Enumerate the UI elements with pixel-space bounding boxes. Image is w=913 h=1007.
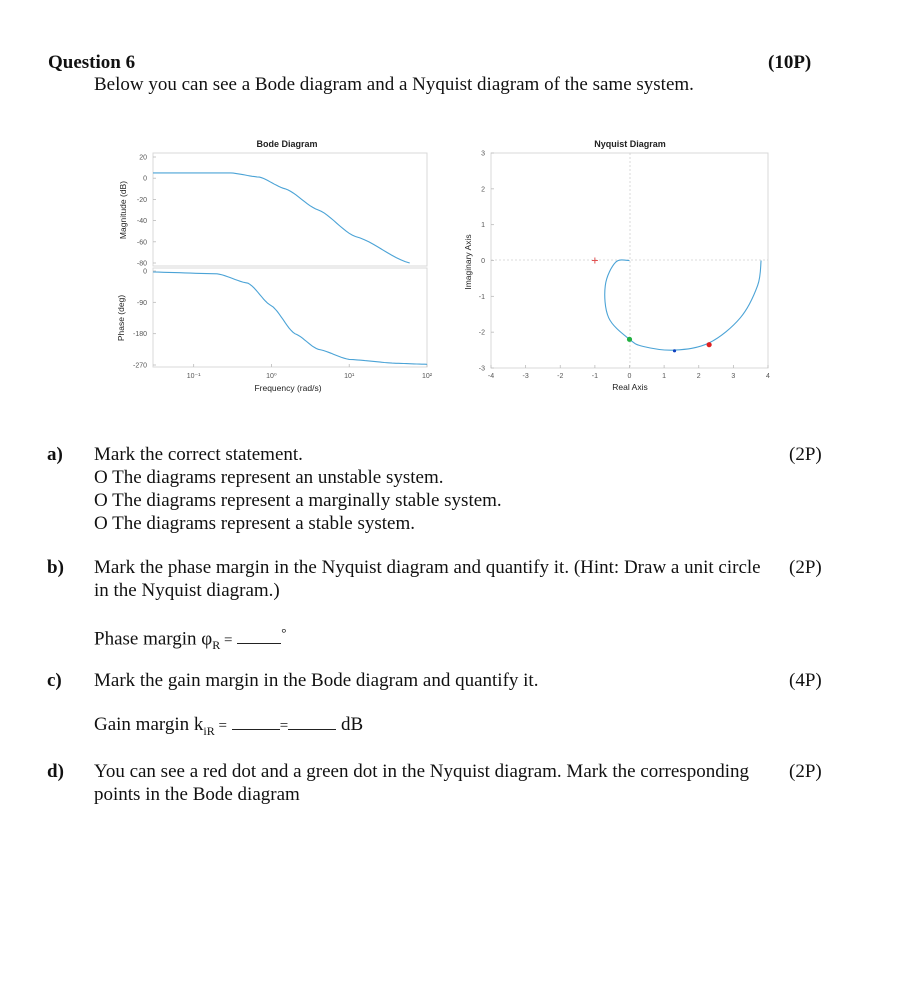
gain-margin-blank-linear[interactable] [232, 729, 280, 730]
part-a-prompt: Mark the correct statement. [94, 444, 303, 465]
nyquist-x-tick-label: 0 [627, 373, 632, 380]
gain-margin-answer [94, 714, 363, 739]
option-stable[interactable]: O The diagrams represent a stable system. [94, 513, 415, 534]
nyquist-x-tick-label: -3 [522, 373, 529, 380]
bode-phase-ylabel: Phase (deg) [116, 294, 126, 342]
nyquist-y-tick-label: 3 [481, 150, 485, 158]
part-a-letter: a) [47, 444, 63, 465]
bode-magnitude-line [153, 173, 410, 263]
question-title: Question 6 [48, 52, 136, 73]
gain-margin-sub: iR [203, 723, 215, 738]
part-d-line2: points in the Bode diagram [94, 784, 300, 805]
nyquist-xlabel: Real Axis [612, 382, 648, 392]
nyquist-x-tick-label: 3 [731, 373, 736, 380]
option-unstable[interactable]: O The diagrams represent an unstable system. [94, 467, 444, 488]
part-b-line2: in the Nyquist diagram.) [94, 580, 280, 601]
bode-diagram [116, 139, 433, 393]
bode-x-tick-label: 10⁰ [266, 373, 277, 380]
part-c-prompt: Mark the gain margin in the Bode diagram and quantify it. [94, 670, 539, 691]
part-a-points: (2P) [789, 444, 822, 465]
bode-phase-tick-label: -270 [132, 362, 147, 370]
phase-margin-sub: R [212, 638, 221, 653]
part-d-points: (2P) [789, 761, 822, 782]
bode-phase-tick-label: 0 [143, 268, 147, 276]
part-c-letter: c) [47, 670, 62, 691]
part-c-points: (4P) [789, 670, 822, 691]
phase-margin-blank[interactable] [237, 643, 281, 644]
bode-x-tick-label: 10¹ [344, 373, 355, 380]
question-intro: Below you can see a Bode diagram and a Nyquist diagram of the same system. [94, 74, 694, 95]
part-d-letter: d) [47, 761, 64, 782]
bode-xlabel: Frequency (rad/s) [254, 383, 322, 393]
bode-phase-tick-label: -90 [136, 299, 147, 307]
part-b-letter: b) [47, 557, 64, 578]
nyquist-blue-dot [673, 349, 676, 352]
gain-margin-eq: = [214, 718, 227, 734]
bode-mag-tick-label: -20 [136, 196, 147, 204]
nyquist-x-tick-label: -4 [487, 373, 495, 380]
nyquist-diagram [463, 139, 770, 392]
bode-x-tick-label: 10² [421, 373, 433, 380]
db-unit: dB [340, 714, 364, 735]
nyquist-y-tick-label: 1 [481, 222, 485, 230]
part-b-points: (2P) [789, 557, 822, 578]
nyquist-red-dot [707, 342, 712, 347]
nyquist-y-tick-label: -3 [478, 365, 485, 373]
gain-margin-label: Gain margin k [94, 714, 204, 735]
nyquist-y-tick-label: -2 [478, 329, 485, 337]
bode-phase-line [153, 272, 427, 364]
bode-phase-tick-label: -180 [132, 331, 147, 339]
part-d-line1: You can see a red dot and a green dot in the Nyquist diagram. Mark the corresponding [94, 761, 749, 782]
nyquist-x-tick-label: -1 [591, 373, 598, 380]
nyquist-x-tick-label: -2 [557, 373, 564, 380]
bode-title: Bode Diagram [256, 139, 318, 149]
bode-x-tick-label: 10⁻¹ [186, 373, 201, 380]
part-b-line1: Mark the phase margin in the Nyquist diagram and quantify it. (Hint: Draw a unit circle [94, 557, 761, 578]
nyquist-green-dot [627, 337, 632, 342]
bode-mag-tick-label: 20 [139, 154, 147, 162]
phase-margin-eq: = [220, 632, 233, 649]
nyquist-x-tick-label: 4 [766, 373, 770, 380]
degree-unit: ° [281, 625, 287, 640]
gain-margin-blank-db[interactable] [288, 729, 336, 730]
nyquist-y-tick-label: -1 [478, 293, 485, 301]
nyquist-curve [605, 260, 761, 350]
nyquist-x-tick-label: 1 [662, 373, 667, 380]
bode-mag-ylabel: Magnitude (dB) [118, 180, 128, 240]
critical-point-marker [592, 258, 598, 264]
nyquist-title: Nyquist Diagram [594, 139, 666, 149]
nyquist-ylabel: Imaginary Axis [463, 234, 473, 290]
phase-margin-answer [94, 625, 286, 653]
question-points: (10P) [768, 52, 812, 73]
bode-mag-tick-label: 0 [143, 175, 147, 183]
nyquist-y-tick-label: 2 [481, 186, 485, 194]
bode-mag-tick-label: -60 [136, 239, 147, 247]
bode-phase-frame [153, 268, 427, 367]
figures [0, 0, 913, 420]
gain-margin-eq2: = [279, 718, 289, 734]
phase-margin-label: Phase margin φ [94, 628, 213, 650]
nyquist-y-tick-label: 0 [481, 258, 485, 265]
nyquist-x-tick-label: 2 [696, 373, 701, 380]
bode-mag-tick-label: -40 [136, 218, 147, 226]
bode-mag-frame [153, 153, 427, 266]
bode-mag-tick-label: -80 [136, 260, 147, 268]
option-marginally-stable[interactable]: O The diagrams represent a marginally stable system. [94, 490, 502, 511]
